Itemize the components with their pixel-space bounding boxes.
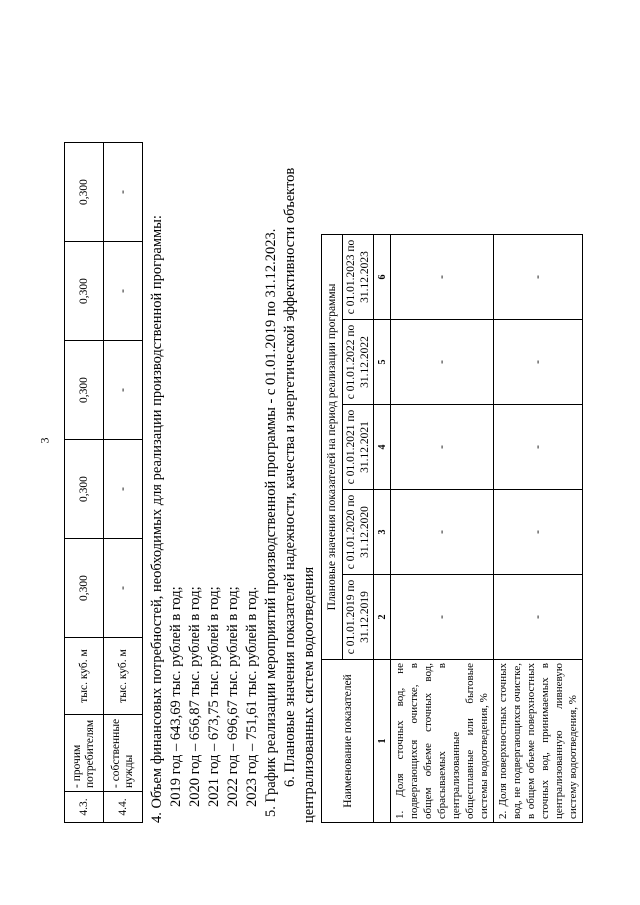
name-column-header: Наименование показателей bbox=[322, 660, 374, 823]
period-header: с 01.01.2021 по 31.12.2021 bbox=[343, 405, 374, 490]
value-cell: - bbox=[391, 490, 494, 575]
table-row bbox=[494, 235, 583, 823]
value-cell: - bbox=[494, 405, 583, 490]
value-cell: - bbox=[104, 440, 143, 539]
period-header: с 01.01.2020 по 31.12.2020 bbox=[343, 490, 374, 575]
column-number: 6 bbox=[374, 235, 391, 320]
year-line: 2023 год – 751,61 тыс. рублей в год. bbox=[244, 586, 260, 807]
value-cell: - bbox=[104, 242, 143, 341]
row-name: - прочим потребителям bbox=[65, 715, 104, 792]
value-cell: - bbox=[104, 143, 143, 242]
indicator-name: 1. Доля сточных вод, не подвергающихся очистке, в общем объеме сточных вод, сбрасываемых в централизованные общесплавные или бытовые системы водоотведения, % bbox=[391, 660, 494, 823]
value-cell: - bbox=[391, 405, 494, 490]
row-number: 4.4. bbox=[104, 792, 143, 823]
row-unit: тыс. куб. м bbox=[65, 638, 104, 715]
column-number: 3 bbox=[374, 490, 391, 575]
row-number: 4.3. bbox=[65, 792, 104, 823]
table-row bbox=[104, 143, 143, 823]
production-volume-table bbox=[64, 142, 143, 823]
header-row bbox=[322, 235, 343, 823]
year-line: 2020 год – 656,87 тыс. рублей в год; bbox=[187, 586, 203, 807]
value-cell: - bbox=[104, 341, 143, 440]
value-cell: 0,300 bbox=[65, 440, 104, 539]
period-header: с 01.01.2019 по 31.12.2019 bbox=[343, 575, 374, 660]
planned-values-heading: 6. Плановые значения показателей надежности, качества и энергетической эффективности объектов bbox=[282, 167, 298, 787]
period-header: с 01.01.2022 по 31.12.2022 bbox=[343, 320, 374, 405]
schedule-paragraph: 5. График реализации мероприятий производственной программы - с 01.01.2019 по 31.12.2023. bbox=[263, 228, 279, 817]
year-line: 2021 год – 673,75 тыс. рублей в год; bbox=[206, 586, 222, 807]
value-cell: - bbox=[391, 235, 494, 320]
table-row bbox=[391, 235, 494, 823]
value-cell: - bbox=[391, 575, 494, 660]
year-line: 2022 год – 696,67 тыс. рублей в год; bbox=[225, 586, 241, 807]
planned-indicators-table bbox=[321, 234, 583, 823]
value-cell: - bbox=[494, 490, 583, 575]
group-header: Плановые значения показателей на период реализации программы bbox=[322, 235, 343, 660]
column-number: 4 bbox=[374, 405, 391, 490]
period-header: с 01.01.2023 по 31.12.2023 bbox=[343, 235, 374, 320]
table-row bbox=[65, 143, 104, 823]
page-number: 3 bbox=[37, 437, 52, 444]
row-unit: тыс. куб. м bbox=[104, 638, 143, 715]
column-number-row bbox=[374, 235, 391, 823]
value-cell: 0,300 bbox=[65, 341, 104, 440]
value-cell: 0,300 bbox=[65, 143, 104, 242]
value-cell: 0,300 bbox=[65, 539, 104, 638]
value-cell: 0,300 bbox=[65, 242, 104, 341]
planned-values-heading-cont: централизованных систем водоотведения bbox=[301, 566, 317, 823]
value-cell: - bbox=[104, 539, 143, 638]
indicator-name: 2. Доля поверхностных сточных вод, не подвергающихся очистке, в общем объеме поверхностных сточных вод, принимаемых в централизованную ливневую систему водоотведения, % bbox=[494, 660, 583, 823]
value-cell: - bbox=[494, 575, 583, 660]
year-line: 2019 год – 643,69 тыс. рублей в год; bbox=[168, 586, 184, 807]
value-cell: - bbox=[494, 320, 583, 405]
value-cell: - bbox=[391, 320, 494, 405]
column-number: 1 bbox=[374, 660, 391, 823]
value-cell: - bbox=[494, 235, 583, 320]
financial-needs-heading: 4. Объем финансовых потребностей, необходимых для реализации производственной программы: bbox=[149, 215, 165, 823]
document-body bbox=[64, 63, 579, 823]
column-number: 2 bbox=[374, 575, 391, 660]
row-name: - собственные нужды bbox=[104, 715, 143, 792]
column-number: 5 bbox=[374, 320, 391, 405]
